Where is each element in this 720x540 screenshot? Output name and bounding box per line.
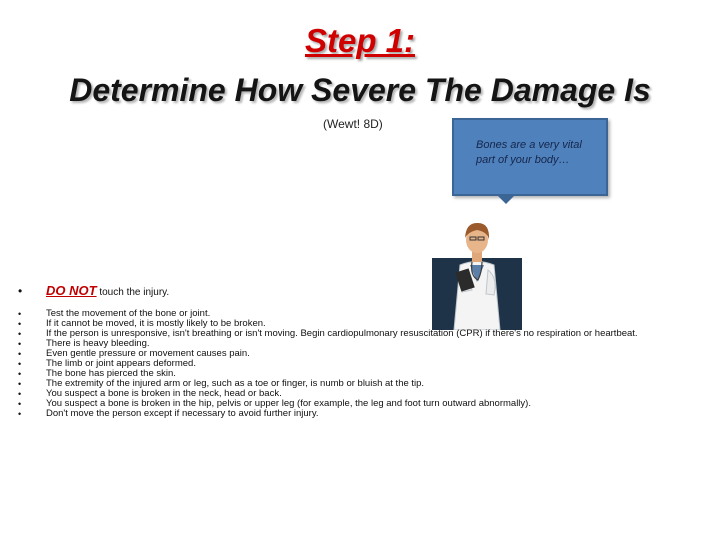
list-item-text: There is heavy bleeding. xyxy=(46,338,150,349)
list-item-text: Don't move the person except if necessary to avoid further injury. xyxy=(46,408,319,419)
list-item-text: The extremity of the injured arm or leg, such as a toe or finger, is numb or bluish at the tip. xyxy=(46,378,425,389)
list-item-text: You suspect a bone is broken in the hip, pelvis or upper leg (for example, the leg and foot turn outward abnormally). xyxy=(46,398,531,409)
list-item-do-not xyxy=(18,284,658,300)
bullet-icon: • xyxy=(18,319,22,329)
speech-bubble-text: Bones are a very vital part of your body… xyxy=(476,139,582,166)
instruction-list xyxy=(18,284,658,419)
subnote-text: (Wewt! 8D) xyxy=(323,117,383,131)
bullet-icon: • xyxy=(18,369,22,379)
speech-bubble xyxy=(452,118,608,196)
bullet-icon: • xyxy=(18,379,22,389)
list-item-text: If the person is unresponsive, isn't breathing or isn't moving. Begin cardiopulmonary resuscitation (CPR) if there's no respiration or heartbeat. xyxy=(46,328,638,339)
list-item-text: Test the movement of the bone or joint. xyxy=(46,308,211,319)
list-item-text: The limb or joint appears deformed. xyxy=(46,358,196,369)
list-item-text: Even gentle pressure or movement causes pain. xyxy=(46,348,250,359)
bullet-icon: • xyxy=(18,339,22,349)
list-item-text: You suspect a bone is broken in the neck, head or back. xyxy=(46,388,282,399)
slide-title-step: Step 1: xyxy=(304,22,416,59)
bullet-icon: • xyxy=(18,329,22,339)
list-item-text: If it cannot be moved, it is mostly likely to be broken. xyxy=(46,318,266,329)
bullet-icon: • xyxy=(18,284,23,298)
do-not-emphasis: DO NOT xyxy=(46,283,97,298)
bullet-icon: • xyxy=(18,309,22,319)
bullet-icon: • xyxy=(18,359,22,369)
list-item xyxy=(18,409,658,419)
list-item-text: The bone has pierced the skin. xyxy=(46,368,176,379)
bullet-icon: • xyxy=(18,399,22,409)
speech-bubble-tail xyxy=(497,195,515,204)
slide-title-heading: Determine How Severe The Damage Is xyxy=(69,72,651,108)
bullet-icon: • xyxy=(18,349,22,359)
do-not-rest: touch the injury. xyxy=(96,287,170,298)
bullet-icon: • xyxy=(18,389,22,399)
bullet-icon: • xyxy=(18,409,22,419)
